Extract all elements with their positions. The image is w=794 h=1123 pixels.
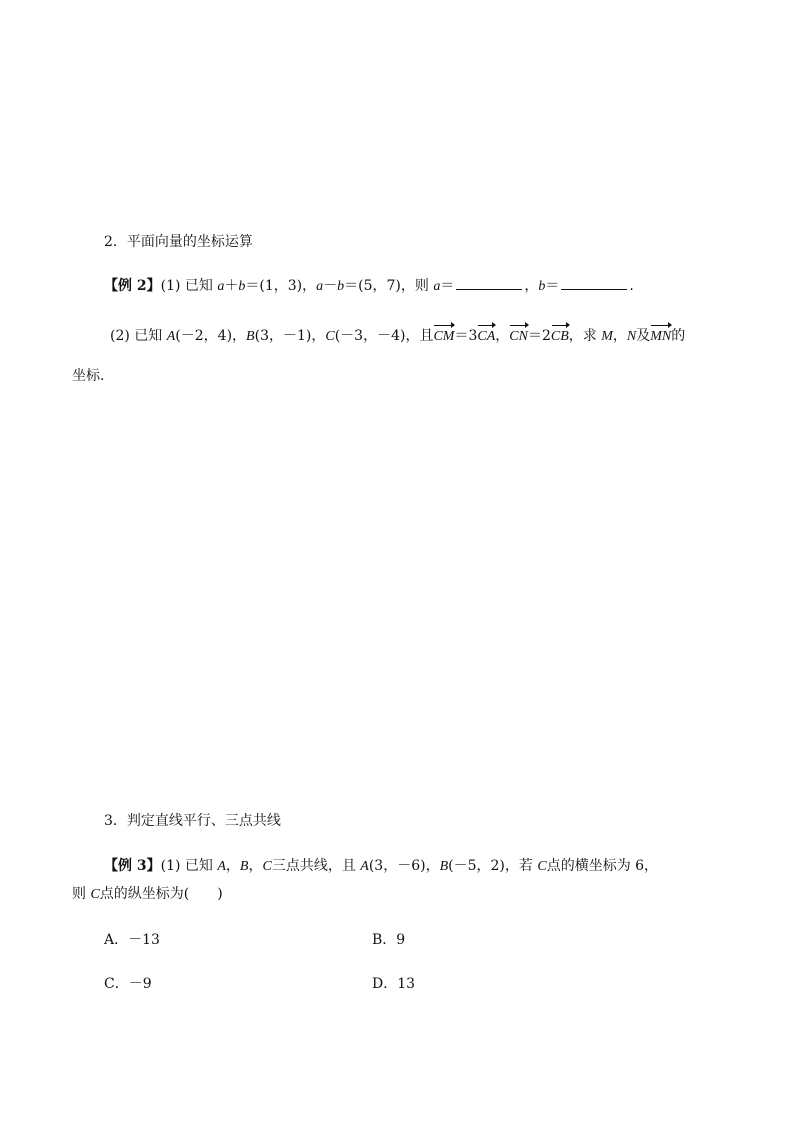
q-text: (－3，－4)，且: [334, 328, 434, 344]
section-3-heading: [104, 811, 281, 831]
option-c[interactable]: [104, 974, 152, 994]
q-text: ，: [225, 858, 240, 874]
q-text: 及: [636, 328, 651, 344]
point-C: C: [90, 887, 100, 902]
q-text: 坐标.: [72, 368, 105, 384]
option-d[interactable]: [372, 974, 415, 994]
q-text: ，: [248, 858, 263, 874]
q-text: ＝(5，7)，则: [344, 278, 434, 294]
var-b: b: [238, 279, 246, 294]
vector-CB: CB: [551, 327, 569, 347]
option-label: A．－13: [104, 932, 160, 948]
heading-text: 2．平面向量的坐标运算: [104, 234, 253, 250]
example-2-question-2-cont: [72, 366, 104, 386]
vector-CA: CA: [477, 327, 495, 347]
point-A: A: [217, 859, 226, 874]
var-a: a: [217, 279, 225, 294]
q-text: .: [629, 278, 634, 294]
q-text: ＝(1，3)，: [245, 278, 317, 294]
var-a: a: [433, 279, 441, 294]
q-text: ，: [612, 328, 627, 344]
answer-blank-b[interactable]: [561, 277, 627, 290]
point-C: C: [537, 859, 547, 874]
q-text: 点的纵坐标为( ): [99, 886, 223, 902]
section-2-heading: [104, 232, 253, 252]
point-C: C: [325, 329, 335, 344]
var-b: b: [538, 279, 546, 294]
q-text: (1) 已知: [160, 278, 218, 294]
q-text: ＋: [224, 278, 239, 294]
q-text: 则: [72, 886, 91, 902]
q-text: ＝3: [454, 328, 478, 344]
q-text: －: [323, 278, 338, 294]
q-text: ，: [524, 278, 539, 294]
var-b: b: [337, 279, 345, 294]
q-text: (3，－1)，: [254, 328, 326, 344]
point-A: A: [166, 329, 176, 344]
point-M: M: [601, 329, 613, 344]
example-2-question-2: [110, 326, 685, 347]
q-text: (1) 已知: [160, 858, 218, 874]
point-N: N: [626, 329, 637, 344]
example-label: 【例 2】: [104, 278, 161, 294]
option-b[interactable]: [372, 930, 405, 950]
example-3-question-1: [104, 856, 658, 877]
option-label: C．－9: [104, 976, 152, 992]
vector-CM: CM: [433, 327, 454, 347]
q-text: (2) 已知: [110, 328, 167, 344]
q-text: (－2，4)，: [175, 328, 247, 344]
q-text: ＝2: [527, 328, 551, 344]
q-text: ，: [495, 328, 510, 344]
answer-blank-a[interactable]: [456, 277, 522, 290]
point-B: B: [246, 329, 255, 344]
point-A: A: [360, 859, 369, 874]
heading-text: 3．判定直线平行、三点共线: [104, 813, 281, 829]
q-text: 三点共线，且: [271, 858, 361, 874]
q-text: 的: [671, 328, 686, 344]
example-label: 【例 3】: [104, 858, 161, 874]
q-text: (3，－6)，: [368, 858, 440, 874]
point-B: B: [439, 859, 449, 874]
q-text: 点的横坐标为 6，: [546, 858, 659, 874]
option-label: B．9: [372, 932, 406, 948]
q-text: ＝: [440, 278, 455, 294]
q-text: (－5，2)，若: [448, 858, 538, 874]
point-B: B: [239, 859, 249, 874]
option-a[interactable]: [104, 930, 160, 950]
q-text: ＝: [545, 278, 560, 294]
q-text: ，求: [568, 328, 602, 344]
var-a: a: [316, 279, 324, 294]
example-3-question-1-cont: [72, 884, 223, 905]
vector-MN: MN: [650, 327, 671, 347]
point-C: C: [262, 859, 272, 874]
vector-CN: CN: [509, 327, 528, 347]
option-label: D．13: [372, 976, 416, 992]
example-2-question-1: [104, 276, 634, 297]
